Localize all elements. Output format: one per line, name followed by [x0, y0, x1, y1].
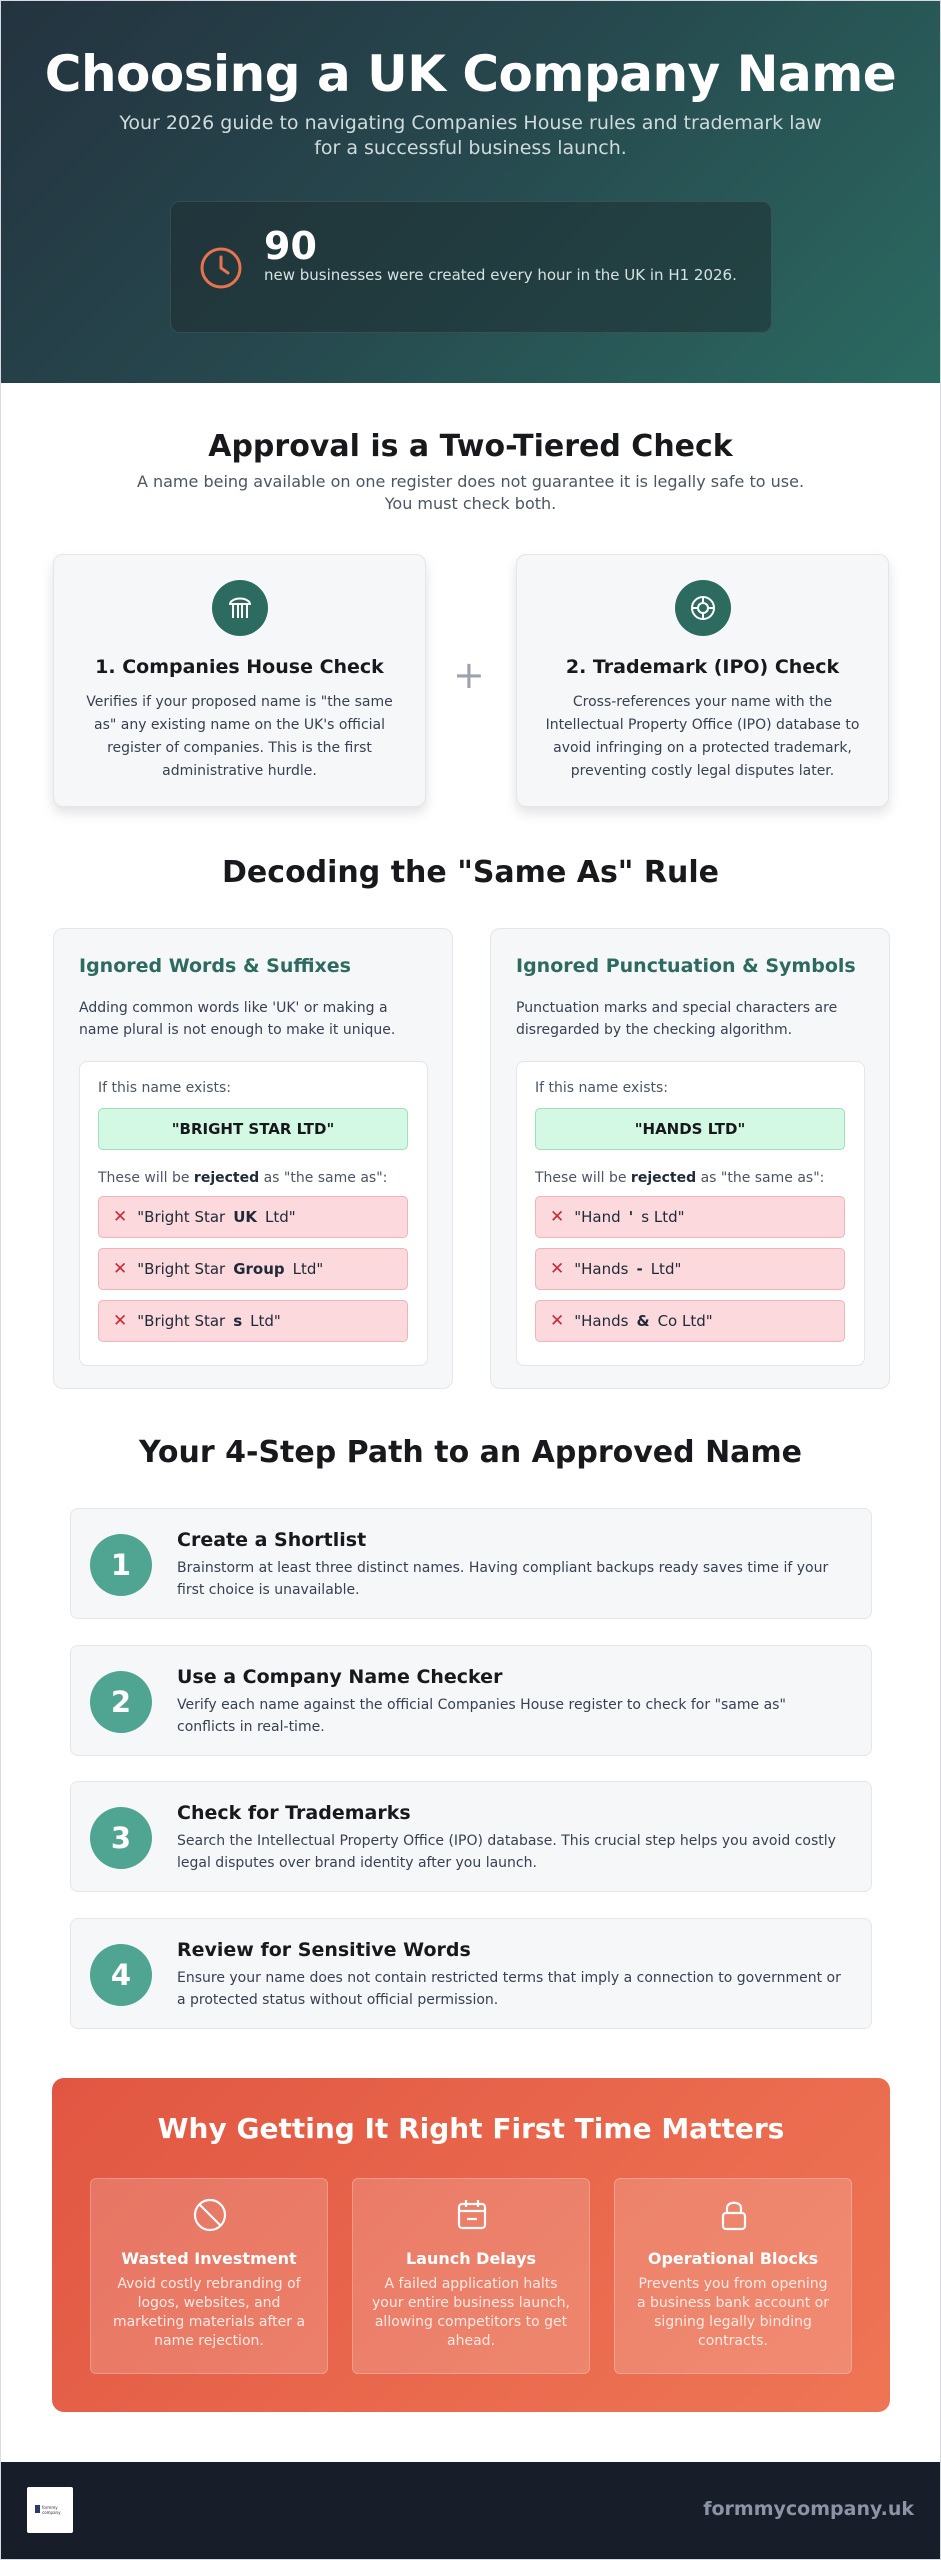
example-panel: [516, 1061, 865, 1366]
trademark-card: [516, 554, 889, 807]
step-card: [70, 1645, 872, 1756]
example-panel: [79, 1061, 428, 1366]
why-card-title: Launch Delays: [405, 2249, 537, 2268]
page-subtitle: Your 2026 guide to navigating Companies House rules and trademark law for a successful business launch.: [119, 112, 822, 159]
steps-title: Your 4-Step Path to an Approved Name: [138, 1435, 803, 1470]
why-card-text: Avoid costly rebranding of logos, websites, and marketing materials after a name rejection.: [112, 2276, 306, 2349]
footer: [1, 2462, 940, 2559]
cross-icon: ✕: [113, 1207, 128, 1227]
tier-text: Verifies if your proposed name is "the same as" any existing name on the UK's official register of companies. This is the first administrative hurdle.: [86, 694, 393, 779]
why-title: Why Getting It Right First Time Matters: [157, 2112, 785, 2145]
company-logo[interactable]: [27, 2487, 73, 2533]
rule-description: Adding common words like 'UK' or making a name plural is not enough to make it unique.: [79, 1000, 396, 1038]
rejected-example: ✕ "Bright Star UK Ltd": [98, 1196, 408, 1238]
step-card: [70, 1781, 872, 1892]
step-number: 1: [90, 1534, 152, 1596]
lock-icon: [716, 2197, 752, 2233]
step-card: [70, 1508, 872, 1619]
step-card: [70, 1918, 872, 2029]
tier-text: Cross-references your name with the Intellectual Property Office (IPO) database to avoid infringing on a protected trademark, preventing costly legal disputes later.: [545, 694, 860, 779]
rejected-example: ✕ "Hand ' s Ltd": [535, 1196, 845, 1238]
stat-card: [170, 201, 772, 333]
why-card-title: Wasted Investment: [121, 2249, 297, 2268]
cross-icon: ✕: [550, 1207, 565, 1227]
rejected-example: ✕ "Hands & Co Ltd": [535, 1300, 845, 1342]
rule-description: Punctuation marks and special characters are disregarded by the checking algorithm.: [516, 1000, 838, 1038]
cross-icon: ✕: [550, 1311, 565, 1331]
step-text: Verify each name against the official Companies House register to check for "same as" conflicts in real-time.: [177, 1697, 786, 1735]
stat-text: new businesses were created every hour in the UK in H1 2026.: [264, 266, 737, 284]
existing-name-box: "HANDS LTD": [535, 1108, 845, 1150]
rejected-label: These will be rejected as "the same as":: [98, 1170, 388, 1186]
why-card-title: Operational Blocks: [647, 2249, 819, 2268]
why-card-text: Prevents you from opening a business bank account or signing legally binding contracts.: [637, 2276, 829, 2349]
tier-title: 1. Companies House Check: [95, 656, 384, 678]
same-as-title: Decoding the "Same As" Rule: [222, 855, 719, 890]
rejected-example: ✕ "Bright Star Group Ltd": [98, 1248, 408, 1290]
step-text: Ensure your name does not contain restricted terms that imply a connection to government or a protected status without official permission.: [177, 1970, 841, 2008]
rejected-label: These will be rejected as "the same as":: [535, 1170, 825, 1186]
if-label: If this name exists:: [535, 1080, 668, 1096]
prohibited-icon: [192, 2197, 228, 2233]
rejected-example: ✕ "Hands - Ltd": [535, 1248, 845, 1290]
step-title: Create a Shortlist: [177, 1529, 367, 1551]
existing-name-box: "BRIGHT STAR LTD": [98, 1108, 408, 1150]
step-title: Use a Company Name Checker: [177, 1666, 503, 1688]
page-title: Choosing a UK Company Name: [44, 45, 897, 103]
step-title: Check for Trademarks: [177, 1802, 411, 1824]
site-link[interactable]: formmycompany.uk: [703, 2498, 914, 2520]
step-text: Brainstorm at least three distinct names. Having compliant backups ready saves time if your first choice is unavailable.: [177, 1560, 829, 1598]
step-text: Search the Intellectual Property Office (IPO) database. This crucial step helps you avoid costly legal disputes over brand identity after you launch.: [177, 1833, 836, 1871]
clock-icon: [197, 244, 245, 292]
why-card: [90, 2178, 328, 2374]
why-card: [352, 2178, 590, 2374]
why-card-text: A failed application halts your entire business launch, allowing competitors to get ahead.: [371, 2276, 570, 2349]
two-tier-description: A name being available on one register does not guarantee it is legally safe to use. You must check both.: [136, 472, 805, 513]
two-tier-title: Approval is a Two-Tiered Check: [208, 429, 733, 464]
logo-text: formmy company: [42, 2505, 61, 2515]
building-icon: [212, 580, 268, 636]
cross-icon: ✕: [113, 1259, 128, 1279]
rejected-example: ✕ "Bright Star s Ltd": [98, 1300, 408, 1342]
tier-title: 2. Trademark (IPO) Check: [565, 656, 840, 678]
cross-icon: ✕: [550, 1259, 565, 1279]
companies-house-card: [53, 554, 426, 807]
step-number: 2: [90, 1671, 152, 1733]
trademark-icon: [675, 580, 731, 636]
ignored-punctuation-card: [490, 928, 890, 1389]
why-section: [52, 2078, 890, 2412]
step-title: Review for Sensitive Words: [177, 1939, 471, 1961]
stat-number: 90: [264, 224, 317, 268]
why-card: [614, 2178, 852, 2374]
calendar-icon: [454, 2197, 490, 2233]
logo-mark: [35, 2505, 40, 2513]
hero-banner: [1, 1, 940, 383]
rule-title: Ignored Words & Suffixes: [79, 955, 351, 977]
ignored-words-card: [53, 928, 453, 1389]
if-label: If this name exists:: [98, 1080, 231, 1096]
cross-icon: ✕: [113, 1311, 128, 1331]
plus-sign: +: [453, 653, 485, 697]
step-number: 3: [90, 1807, 152, 1869]
step-number: 4: [90, 1944, 152, 2006]
rule-title: Ignored Punctuation & Symbols: [516, 955, 856, 977]
